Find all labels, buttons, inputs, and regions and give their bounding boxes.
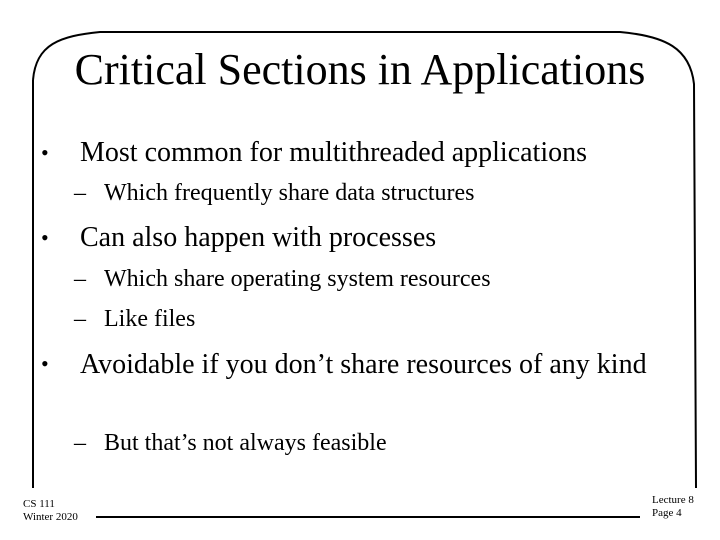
sub-text: Which share operating system resources	[104, 266, 491, 292]
bullet-item	[41, 220, 681, 256]
sub-mark: –	[74, 266, 86, 292]
footer-page-info	[652, 494, 694, 520]
footer-course-name: CS 111	[23, 498, 55, 510]
sub-text: But that’s not always feasible	[104, 430, 387, 456]
footer-lecture: Lecture 8	[652, 494, 694, 506]
footer-term: Winter 2020	[23, 511, 78, 523]
bullet-item	[41, 346, 681, 422]
sub-text: Like files	[104, 306, 196, 332]
bullet-mark: •	[41, 351, 49, 376]
bullet-item	[41, 135, 681, 171]
bullet-text: Avoidable if you don’t share resources of any kind	[80, 349, 647, 380]
footer-course	[23, 498, 78, 524]
bullet-mark: •	[41, 225, 49, 250]
bullet-text: Most common for multithreaded applications	[80, 137, 588, 168]
sub-mark: –	[74, 306, 86, 332]
sub-text: Which frequently share data structures	[104, 180, 475, 206]
sub-mark: –	[74, 180, 86, 206]
sub-mark: –	[74, 430, 86, 456]
slide-title: Critical Sections in Applications	[74, 45, 646, 94]
bullet-mark: •	[41, 140, 49, 165]
bullet-text: Can also happen with processes	[80, 222, 437, 253]
footer-page: Page 4	[652, 507, 682, 519]
